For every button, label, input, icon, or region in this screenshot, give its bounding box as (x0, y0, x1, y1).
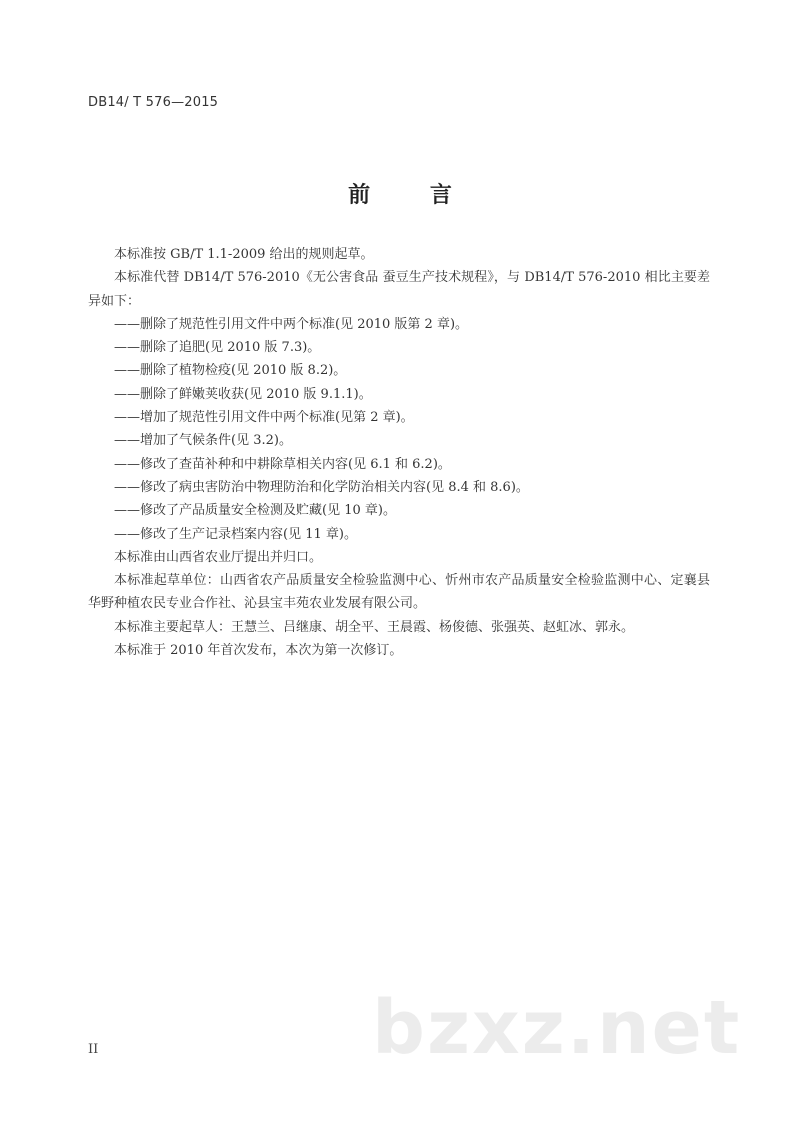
change-item: ——修改了生产记录档案内容(见 11 章)。 (114, 526, 357, 542)
change-item: ——修改了病虫害防治中物理防治和化学防治相关内容(见 8.4 和 8.6)。 (114, 479, 529, 495)
change-item: ——修改了产品质量安全检测及贮藏(见 10 章)。 (114, 503, 396, 519)
paragraph-proposer: 本标准由山西省农业厅提出并归口。 (114, 549, 323, 565)
foreword-body (88, 243, 710, 662)
paragraph-drafting-rules: 本标准按 GB/T 1.1-2009 给出的规则起草。 (114, 247, 374, 262)
watermark: bzxz.net (372, 985, 742, 1071)
change-item: ——删除了植物检疫(见 2010 版 8.2)。 (114, 363, 347, 379)
paragraph-replaces: 本标准代替 DB14/T 576-2010《无公害食品 蚕豆生产技术规程》，与 DB14/T 576-2010 相比主要差异如下： (88, 270, 710, 309)
change-item: ——删除了鲜嫩荚收获(见 2010 版 9.1.1)。 (114, 386, 372, 402)
page-title: 前 言 (348, 183, 478, 208)
change-item: ——修改了查苗补种和中耕除草相关内容(见 6.1 和 6.2)。 (114, 456, 451, 472)
document-code: DB14/ T 576—2015 (88, 95, 219, 110)
paragraph-history: 本标准于 2010 年首次发布，本次为第一次修订。 (114, 643, 403, 659)
paragraph-drafters: 本标准主要起草人：王慧兰、吕继康、胡全平、王晨霞、杨俊德、张强英、赵虹冰、郭永。 (114, 619, 635, 635)
change-item: ——删除了追肥(见 2010 版 7.3)。 (114, 340, 321, 356)
change-item: ——增加了规范性引用文件中两个标准(见第 2 章)。 (114, 410, 414, 426)
page-number: II (88, 1042, 99, 1057)
change-item: ——删除了规范性引用文件中两个标准(见 2010 版第 2 章)。 (114, 316, 469, 332)
change-item: ——增加了气候条件(见 3.2)。 (114, 433, 292, 449)
paragraph-drafting-units: 本标准起草单位：山西省农产品质量安全检验监测中心、忻州市农产品质量安全检验监测中心、定襄县华野种植农民专业合作社、沁县宝丰苑农业发展有限公司。 (88, 573, 710, 612)
